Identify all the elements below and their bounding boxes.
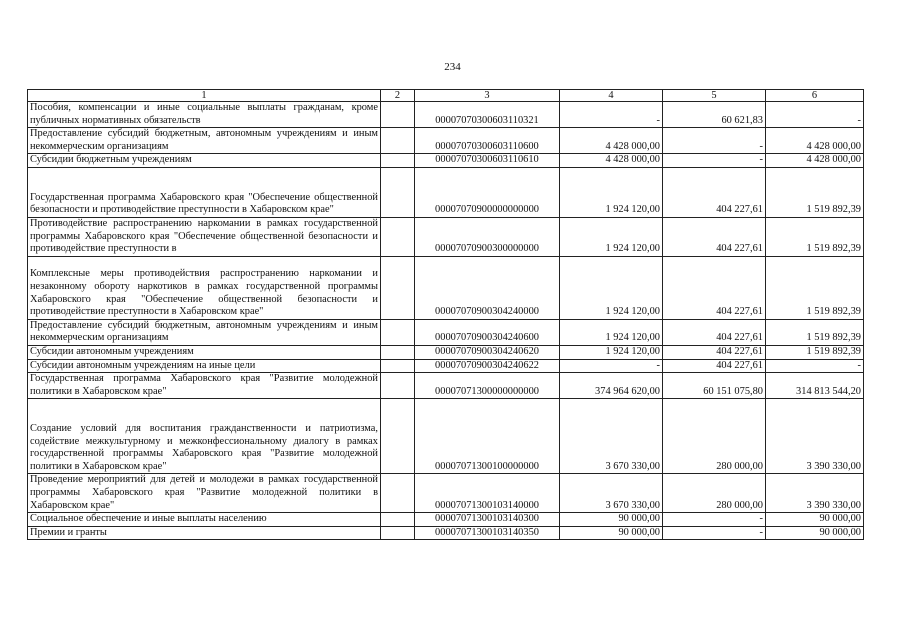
row-col2 [381,526,415,540]
row-description: Субсидии бюджетным учреждениям [28,154,381,168]
row-col6-value: 314 813 544,20 [766,373,864,399]
row-col4-value: 1 924 120,00 [560,217,663,256]
table-row [28,154,864,168]
row-col2 [381,102,415,128]
row-code: 00007070900000000000 [415,167,560,217]
row-col4-value: 90 000,00 [560,526,663,540]
row-col6-value: 1 519 892,39 [766,345,864,359]
row-description: Предоставление субсидий бюджетным, автономным учреждениям и иным некоммерческим организациям [28,128,381,154]
row-col6-value: 1 519 892,39 [766,217,864,256]
row-code: 00007070300603110610 [415,154,560,168]
row-col5-value: 60 151 075,80 [663,373,766,399]
row-description: Создание условий для воспитания гражданственности и патриотизма, содействие межкультурному и межконфессиональному диалогу в рамках государственной программы Хабаровского края "Развитие молодежной политики в Хабаровском крае" [28,399,381,474]
table-row [28,359,864,373]
row-col6-value: 3 390 330,00 [766,399,864,474]
row-description: Государственная программа Хабаровского края "Развитие молодежной политики в Хабаровском крае" [28,373,381,399]
table-row [28,373,864,399]
row-description: Пособия, компенсации и иные социальные выплаты гражданам, кроме публичных нормативных обязательств [28,102,381,128]
row-description: Премии и гранты [28,526,381,540]
page-number: 234 [444,61,461,73]
table-row [28,167,864,217]
row-col4-value: 3 670 330,00 [560,474,663,513]
row-col2 [381,513,415,527]
row-description: Социальное обеспечение и иные выплаты населению [28,513,381,527]
row-col4-value: 1 924 120,00 [560,319,663,345]
table-row [28,217,864,256]
row-col4-value: - [560,102,663,128]
row-col4-value: 4 428 000,00 [560,154,663,168]
row-col4-value: 90 000,00 [560,513,663,527]
table-body [28,102,864,540]
header-col-1: 1 [28,90,381,102]
row-col6-value: 3 390 330,00 [766,474,864,513]
row-col6-value: 1 519 892,39 [766,319,864,345]
header-col-4: 4 [560,90,663,102]
row-col5-value: 404 227,61 [663,256,766,319]
row-col5-value: 404 227,61 [663,319,766,345]
row-code: 00007070900304240600 [415,319,560,345]
row-col4-value: 1 924 120,00 [560,345,663,359]
row-code: 00007071300100000000 [415,399,560,474]
row-description: Противодействие распространению наркомании в рамках государственной программы Хабаровского края "Обеспечение общественной безопасности и противодействие преступности в [28,217,381,256]
row-col6-value: - [766,359,864,373]
row-code: 00007070900300000000 [415,217,560,256]
row-col5-value: 404 227,61 [663,217,766,256]
row-description: Субсидии автономным учреждениям на иные цели [28,359,381,373]
row-col2 [381,128,415,154]
row-code: 00007071300103140000 [415,474,560,513]
row-col4-value: 3 670 330,00 [560,399,663,474]
row-code: 00007071300103140300 [415,513,560,527]
row-col4-value: 374 964 620,00 [560,373,663,399]
row-description: Комплексные меры противодействия распространению наркомании и незаконному обороту наркотиков в рамках государственной программы Хабаровского края "Обеспечение общественной безопасности и противодействие преступности в Хабаровском крае" [28,256,381,319]
row-description: Предоставление субсидий бюджетным, автономным учреждениям и иным некоммерческим организациям [28,319,381,345]
row-col2 [381,359,415,373]
row-col2 [381,319,415,345]
table-row [28,256,864,319]
row-col4-value: 1 924 120,00 [560,167,663,217]
row-col2 [381,345,415,359]
row-col4-value: - [560,359,663,373]
row-code: 00007070900304240622 [415,359,560,373]
row-col5-value: 280 000,00 [663,474,766,513]
header-col-3: 3 [415,90,560,102]
row-col2 [381,154,415,168]
row-code: 00007070900304240620 [415,345,560,359]
table-header-row [28,90,864,102]
table-row [28,128,864,154]
row-code: 00007070900304240000 [415,256,560,319]
table-row [28,526,864,540]
row-col2 [381,474,415,513]
row-col6-value: 4 428 000,00 [766,128,864,154]
row-col2 [381,217,415,256]
header-col-5: 5 [663,90,766,102]
row-col6-value: 1 519 892,39 [766,256,864,319]
table-row [28,399,864,474]
row-description: Проведение мероприятий для детей и молодежи в рамках государственной программы Хабаровского края "Развитие молодежной политики в Хабаровском крае" [28,474,381,513]
row-col4-value: 1 924 120,00 [560,256,663,319]
row-col2 [381,256,415,319]
row-col6-value: - [766,102,864,128]
row-col5-value: 280 000,00 [663,399,766,474]
row-col5-value: - [663,128,766,154]
budget-table [27,89,864,540]
table-row [28,319,864,345]
row-description: Государственная программа Хабаровского края "Обеспечение общественной безопасности и противодействие преступности в Хабаровском крае" [28,167,381,217]
table-row [28,345,864,359]
row-col5-value: - [663,513,766,527]
row-col5-value: 404 227,61 [663,167,766,217]
row-col5-value: - [663,154,766,168]
row-code: 00007071300103140350 [415,526,560,540]
row-col2 [381,373,415,399]
row-col6-value: 90 000,00 [766,513,864,527]
header-col-6: 6 [766,90,864,102]
row-col2 [381,399,415,474]
row-col6-value: 90 000,00 [766,526,864,540]
row-col5-value: - [663,526,766,540]
row-code: 00007070300603110321 [415,102,560,128]
row-code: 00007070300603110600 [415,128,560,154]
table-row [28,102,864,128]
row-col5-value: 404 227,61 [663,359,766,373]
row-col6-value: 4 428 000,00 [766,154,864,168]
row-col5-value: 404 227,61 [663,345,766,359]
row-col6-value: 1 519 892,39 [766,167,864,217]
table-row [28,513,864,527]
header-col-2: 2 [381,90,415,102]
row-col2 [381,167,415,217]
row-col5-value: 60 621,83 [663,102,766,128]
row-description: Субсидии автономным учреждениям [28,345,381,359]
row-code: 00007071300000000000 [415,373,560,399]
row-col4-value: 4 428 000,00 [560,128,663,154]
table-row [28,474,864,513]
